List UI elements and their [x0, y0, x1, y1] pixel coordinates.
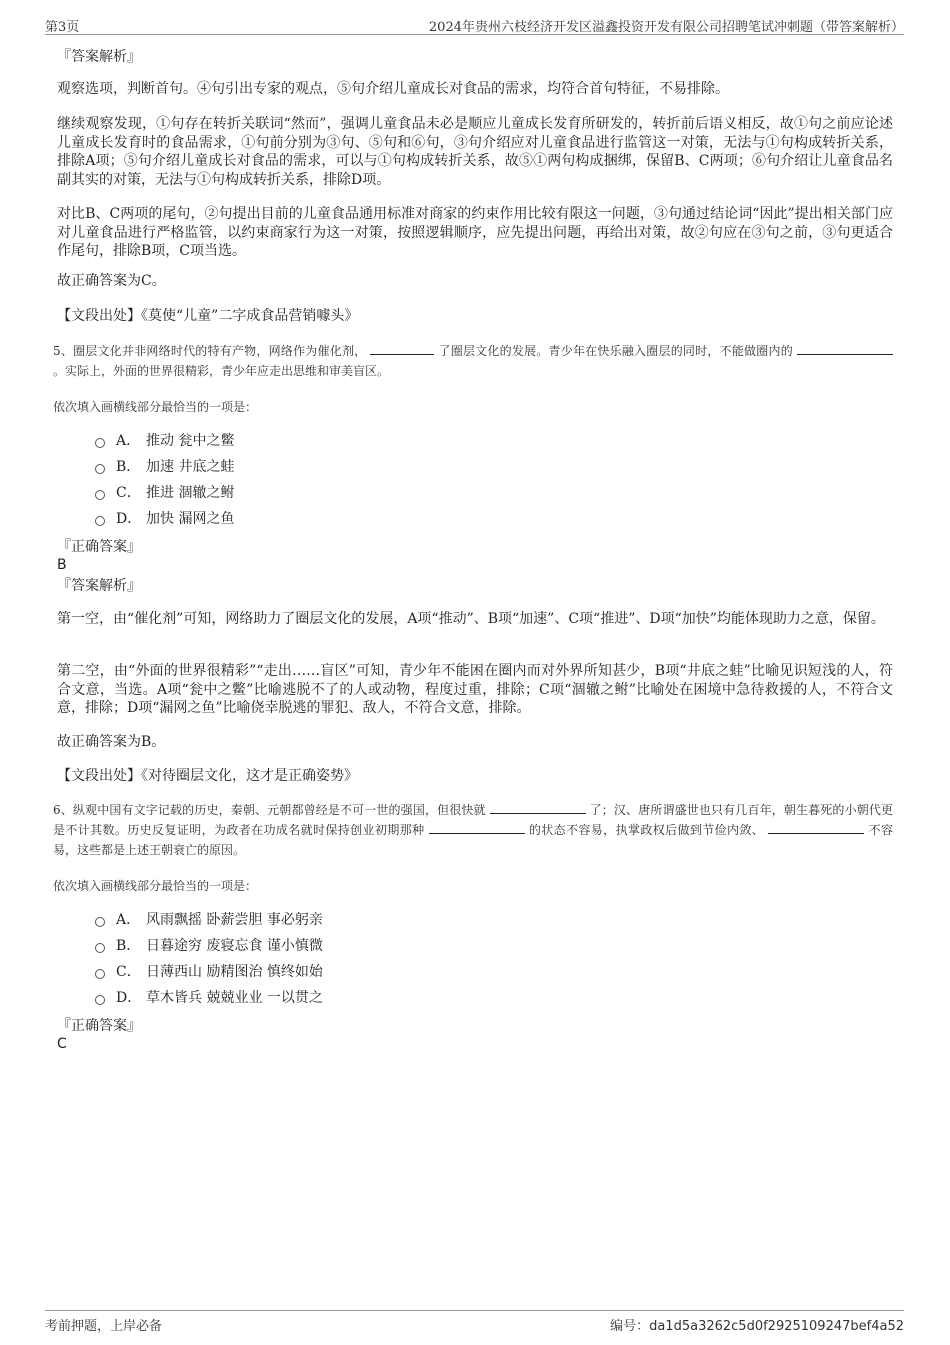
option-d[interactable] [95, 988, 323, 1006]
document-title: 2024年贵州六枝经济开发区溢鑫投资开发有限公司招聘笔试冲刺题（带答案解析） [428, 20, 904, 35]
page-footer [45, 1310, 904, 1333]
correct-answer-label: 『正确答案』 [57, 539, 141, 555]
option-letter: A． [116, 433, 141, 449]
radio-icon[interactable] [95, 464, 105, 474]
option-letter: B． [116, 938, 141, 954]
option-letter: D． [116, 990, 142, 1006]
fill-blank [370, 341, 434, 355]
analysis-label: 『答案解析』 [57, 578, 141, 594]
option-letter: C． [116, 485, 141, 501]
analysis-conclusion: 故正确答案为C。 [57, 273, 166, 289]
option-a[interactable] [95, 910, 323, 928]
radio-icon[interactable] [95, 969, 105, 979]
option-d[interactable] [95, 509, 234, 527]
passage-source: 【文段出处】《莫使“儿童”二字成食品营销噱头》 [57, 308, 359, 324]
option-text: 推进 涸辙之鲋 [146, 485, 235, 501]
question-6-stem [53, 800, 893, 860]
code-value: da1d5a3262c5d0f2925109247bef4a52 [649, 1319, 904, 1334]
option-a[interactable] [95, 431, 234, 449]
option-text: 推动 瓮中之鳖 [146, 433, 235, 449]
page-header [45, 14, 904, 35]
radio-icon[interactable] [95, 917, 105, 927]
radio-icon[interactable] [95, 943, 105, 953]
analysis-paragraph: 对比B、C两项的尾句，②句提出目前的儿童食品通用标准对商家的约束作用比较有限这一问题，③句通过结论词“因此”提出相关部门应对儿童食品进行严格监管，以约束商家行为这一对策，按照逻辑顺序，应先提出问题，再给出对策，故②句应在③句之前，③句更适合作尾句，排除B项，C项当选。 [57, 206, 893, 259]
question-instruction: 依次填入画横线部分最恰当的一项是： [53, 879, 258, 893]
radio-icon[interactable] [95, 516, 105, 526]
option-letter: D． [116, 511, 142, 527]
option-b[interactable] [95, 936, 323, 954]
correct-answer-label: 『正确答案』 [57, 1018, 141, 1034]
question-text: 5、圈层文化并非网络时代的特有产物，网络作为催化剂， [53, 344, 367, 358]
fill-blank [797, 341, 893, 355]
radio-icon[interactable] [95, 995, 105, 1005]
analysis-paragraph: 继续观察发现，①句存在转折关联词“然而”，强调儿童食品未必是顺应儿童成长发育所研发的，转折前后语义相反，故①句之前应论述儿童成长发育时的食品需求，①句前分别为③句、⑤句和⑥句，③句介绍应对儿童食品进行监管这一对策，无法与①句构成转折关系，排除A项；⑤句介绍儿童成长对食品的需求，可以与①句构成转折关系，故⑤①两句构成捆绑，保留B、C两项；⑥句介绍让儿童食品名副其实的对策，无法与①句构成转折关系，排除D项。 [57, 116, 893, 188]
option-text: 日暮途穷 废寝忘食 谨小慎微 [146, 938, 323, 954]
question-text: 的状态不容易，执掌政权后做到节俭内敛、 [528, 823, 765, 837]
option-text: 加速 井底之蛙 [146, 459, 235, 475]
question-text: 了圈层文化的发展。青少年在快乐融入圈层的同时，不能做圈内的 [438, 344, 793, 358]
option-text: 草木皆兵 兢兢业业 一以贯之 [146, 990, 323, 1006]
radio-icon[interactable] [95, 438, 105, 448]
analysis-paragraph: 第二空，由“外面的世界很精彩”“走出……盲区”可知，青少年不能困在圈内而对外界所知甚少，B项“井底之蛙”比喻见识短浅的人，符合文意，当选。A项“瓮中之鳖”比喻逃脱不了的人或动物，程度过重，排除；C项“涸辙之鲋”比喻处在困境中急待救援的人，不符合文意，排除；D项“漏网之鱼”比喻侥幸脱逃的罪犯、敌人，不符合文意，排除。 [57, 663, 893, 716]
option-letter: C． [116, 964, 141, 980]
option-c[interactable] [95, 962, 323, 980]
analysis-label: 『答案解析』 [57, 49, 141, 65]
correct-answer: B [57, 557, 67, 573]
option-c[interactable] [95, 483, 234, 501]
fill-blank [429, 820, 525, 834]
fill-blank [768, 820, 864, 834]
analysis-paragraph: 第一空，由“催化剂”可知，网络助力了圈层文化的发展，A项“推动”、B项“加速”、C项“推进”、D项“加快”均能体现助力之意，保留。 [57, 611, 885, 627]
radio-icon[interactable] [95, 490, 105, 500]
option-text: 风雨飘摇 卧薪尝胆 事必躬亲 [146, 912, 323, 928]
passage-source: 【文段出处】《对待圈层文化，这才是正确姿势》 [57, 768, 358, 784]
analysis-paragraph: 观察选项，判断首句。④句引出专家的观点，⑤句介绍儿童成长对食品的需求，均符合首句特征，不易排除。 [57, 81, 729, 97]
fill-blank [490, 800, 586, 814]
question-text: 6、纵观中国有文字记载的历史，秦朝、元朝都曾经是不可一世的强国，但很快就 [53, 803, 486, 817]
option-letter: A． [116, 912, 141, 928]
option-text: 日薄西山 励精图治 慎终如始 [146, 964, 323, 980]
question-instruction: 依次填入画横线部分最恰当的一项是： [53, 400, 258, 414]
option-b[interactable] [95, 457, 234, 475]
question-5-stem [53, 341, 893, 381]
document-code [610, 1315, 904, 1334]
footer-slogan: 考前押题，上岸必备 [45, 1319, 163, 1334]
question-text: 了；汉、唐所谓盛世也只有几百年，朝生暮死的小朝代更是不计其数。历史反复证明，为政者在功成名就时保持创业初期那种 [53, 803, 893, 837]
analysis-conclusion: 故正确答案为B。 [57, 734, 166, 750]
question-text: 不容易，这些都是上述王朝衰亡的原因。 [53, 823, 893, 857]
correct-answer: C [57, 1036, 67, 1052]
page-number: 第3页 [45, 20, 80, 35]
option-letter: B． [116, 459, 141, 475]
question-text: 。实际上，外面的世界很精彩，青少年应走出思维和审美盲区。 [53, 364, 390, 378]
code-label: 编号： [610, 1319, 650, 1334]
option-text: 加快 漏网之鱼 [146, 511, 235, 527]
